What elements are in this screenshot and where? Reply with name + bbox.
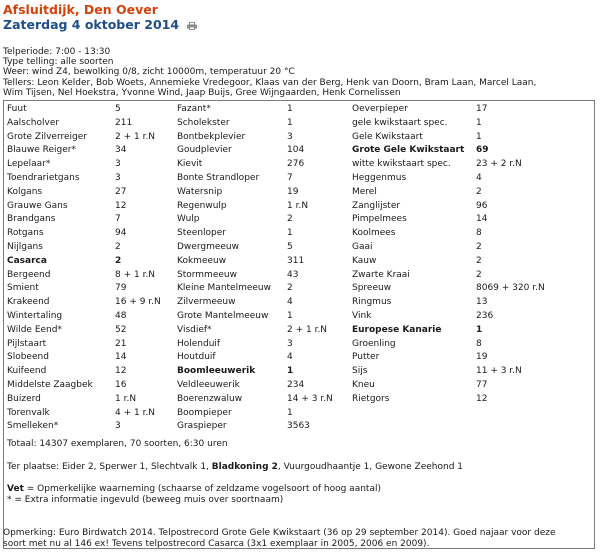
table-row — [7, 241, 591, 255]
species-name[interactable]: Grote Mantelmeeuw — [177, 310, 269, 321]
species-count: 3 — [115, 173, 121, 183]
count-metadata — [3, 47, 597, 98]
table-row — [7, 227, 591, 241]
species-name[interactable]: Boerenzwaluw — [177, 393, 243, 404]
species-count: 16 + 9 r.N — [115, 297, 161, 308]
species-name[interactable]: Bonte Strandloper — [177, 173, 260, 183]
species-count: 2 + 1 r.N — [115, 131, 156, 142]
species-count: 2 — [476, 241, 482, 252]
legend-star: * = Extra informatie ingevuld (beweeg muis over soortnaam) — [7, 494, 284, 505]
species-name[interactable]: Sijs — [352, 366, 368, 377]
species-count: 1 — [287, 366, 294, 377]
species-name[interactable]: Gaai — [352, 241, 373, 252]
species-name[interactable]: Putter — [352, 352, 380, 363]
species-name[interactable]: Grote Zilverreiger — [7, 131, 87, 142]
species-name[interactable]: Kuifeend — [7, 366, 47, 377]
table-row — [7, 365, 591, 379]
species-name[interactable]: gele kwikstaart spec. — [352, 117, 448, 128]
species-count: 104 — [287, 145, 305, 156]
date-title — [3, 17, 597, 33]
species-name[interactable]: Pijlstaart — [7, 338, 47, 349]
species-name[interactable]: Toendrarietgans — [7, 173, 80, 183]
table-row — [7, 407, 591, 421]
species-count: 8 — [476, 338, 482, 349]
table-row — [7, 379, 591, 393]
species-count: 79 — [115, 283, 127, 294]
totals: Totaal: 14307 exemplaren, 70 soorten, 6:30 uren — [7, 439, 228, 450]
table-row — [7, 310, 591, 324]
species-name[interactable]: Wulp — [177, 214, 200, 225]
species-name[interactable]: Middelste Zaagbek — [7, 379, 93, 390]
species-name[interactable]: Brandgans — [7, 214, 56, 225]
species-name[interactable]: Europese Kanarie — [352, 324, 442, 335]
species-count: 236 — [476, 310, 494, 321]
species-count: 7 — [115, 214, 121, 225]
species-count: 2 — [287, 283, 293, 294]
species-count: 1 — [287, 104, 293, 115]
species-name[interactable]: Zanglijster — [352, 200, 401, 211]
table-row — [7, 131, 591, 145]
print-icon[interactable] — [187, 22, 196, 29]
remark-line-1: Opmerking: Euro Birdwatch 2014. Telpostrecord Grote Gele Kwikstaart (36 op 29 september 2014). Goed najaar voor deze — [3, 528, 556, 538]
species-name[interactable]: Grote Gele Kwikstaart — [352, 145, 465, 156]
species-name[interactable]: Goudplevier — [177, 145, 232, 156]
species-count: 276 — [287, 159, 305, 170]
species-count: 2 — [115, 255, 122, 266]
species-name[interactable]: Torenvalk — [7, 407, 50, 418]
species-count: 8 — [476, 228, 482, 239]
species-name[interactable]: Vink — [352, 310, 372, 321]
table-row — [7, 255, 591, 269]
species-name[interactable]: Kievit — [177, 159, 203, 170]
species-count: 2 — [287, 214, 293, 225]
species-name[interactable]: Krakeend — [7, 297, 50, 308]
species-count: 1 — [287, 117, 293, 128]
remark — [3, 528, 597, 550]
species-name[interactable]: Spreeuw — [352, 283, 392, 294]
species-name[interactable]: Slobeend — [7, 352, 49, 363]
species-name[interactable]: Gele Kwikstaart — [352, 131, 423, 142]
species-name[interactable]: Kleine Mantelmeeuw — [177, 283, 271, 294]
table-row — [7, 117, 591, 131]
species-count: 14 — [476, 214, 488, 225]
species-count: 4 — [287, 297, 293, 308]
telperiode: Telperiode: 7:00 - 13:30 — [3, 47, 111, 57]
counters-line-1: Tellers: Leon Kelder, Bob Woets, Annemieke Vredegoor, Klaas van der Berg, Henk van Doorn, Bram Laan, Marcel Laan, — [3, 77, 537, 88]
table-row — [7, 420, 591, 434]
species-count: 3 — [287, 338, 293, 349]
species-name — [352, 420, 476, 434]
table-row — [7, 213, 591, 227]
species-name[interactable]: Koolmees — [352, 228, 396, 239]
table-row — [7, 351, 591, 365]
legend-bold — [7, 484, 381, 495]
species-name[interactable]: Visdief* — [177, 324, 212, 335]
species-count: 14 — [115, 352, 127, 363]
species-name[interactable]: Boomleeuwerik — [177, 366, 256, 377]
remark-line-2: soort met nu al 146 ex! Tevens telpostrecord Casarca (3x1 exemplaar in 2005, 2006 en 2009). — [3, 539, 430, 549]
species-name[interactable]: Casarca — [7, 255, 47, 266]
species-count: 48 — [115, 310, 127, 321]
ter-plaatse-prefix: Ter plaatse: Eider 2, Sperwer 1, Slechtvalk 1, — [7, 462, 212, 473]
species-count: 211 — [115, 117, 133, 128]
species-count: 3 — [115, 421, 121, 432]
species-name[interactable]: Steenloper — [177, 228, 226, 239]
species-count: 311 — [287, 255, 305, 266]
species-name[interactable]: Smelleken* — [7, 421, 59, 432]
species-count: 1 — [476, 131, 482, 142]
species-count: 12 — [476, 393, 488, 404]
species-name[interactable]: Smient — [7, 283, 39, 294]
species-count: 94 — [115, 228, 127, 239]
species-name[interactable]: Holenduif — [177, 338, 221, 349]
species-name[interactable]: Kneu — [352, 379, 375, 390]
table-row — [7, 324, 591, 338]
observations-box — [3, 100, 595, 549]
species-name[interactable]: Dwergmeeuw — [177, 241, 239, 252]
table-row — [7, 144, 591, 158]
species-count: 2 — [115, 241, 121, 252]
species-name[interactable]: Watersnip — [177, 186, 223, 197]
species-name[interactable]: Aalscholver — [7, 117, 60, 128]
species-count: 21 — [115, 338, 127, 349]
species-count: 4 + 1 r.N — [115, 407, 156, 418]
species-name[interactable]: Graspieper — [177, 421, 227, 432]
species-count: 2 — [476, 269, 482, 280]
legend — [7, 484, 381, 505]
table-row — [7, 172, 591, 186]
legend-vet-text: = Opmerkelijke waarneming (schaarse of zeldzame vogelsoort of hoog aantal) — [23, 484, 381, 495]
species-count: 19 — [287, 186, 299, 197]
species-name[interactable]: Grauwe Gans — [7, 200, 68, 211]
species-count: 1 — [287, 228, 293, 239]
species-count: 4 — [287, 352, 293, 363]
species-name[interactable]: Groenling — [352, 338, 396, 349]
species-count: 1 — [476, 324, 483, 335]
species-name[interactable]: Boompieper — [177, 407, 232, 418]
species-count: 96 — [476, 200, 488, 211]
species-count: 7 — [287, 173, 293, 183]
species-count: 43 — [287, 269, 299, 280]
species-count: 14 + 3 r.N — [287, 393, 333, 404]
species-name[interactable]: witte kwikstaart spec. — [352, 159, 451, 170]
species-count: 5 — [115, 104, 121, 115]
species-name[interactable]: Wilde Eend* — [7, 324, 62, 335]
species-name[interactable]: Zilvermeeuw — [177, 297, 236, 308]
species-name[interactable]: Houtduif — [177, 352, 216, 363]
species-count — [476, 407, 591, 421]
species-name[interactable]: Buizerd — [7, 393, 41, 404]
species-count: 1 — [476, 117, 482, 128]
species-name[interactable]: Oeverpieper — [352, 104, 408, 115]
species-name[interactable]: Rietgors — [352, 393, 390, 404]
species-count: 23 + 2 r.N — [476, 159, 522, 170]
ter-plaatse-bold: Bladkoning 2 — [211, 462, 278, 473]
species-name[interactable]: Heggenmus — [352, 173, 407, 183]
species-name[interactable]: Fazant* — [177, 104, 211, 115]
species-count: 4 — [476, 173, 482, 183]
species-count: 5 — [287, 241, 293, 252]
table-row — [7, 158, 591, 172]
species-count — [476, 420, 591, 434]
species-name[interactable]: Rotgans — [7, 228, 44, 239]
table-row — [7, 393, 591, 407]
table-row — [7, 338, 591, 352]
table-row — [7, 200, 591, 214]
table-row — [7, 186, 591, 200]
species-count: 52 — [115, 324, 127, 335]
species-name[interactable]: Stormmeeuw — [177, 269, 237, 280]
date-text: Zaterdag 4 oktober 2014 — [3, 17, 180, 32]
species-count: 12 — [115, 200, 127, 211]
species-count: 12 — [115, 366, 127, 377]
table-row — [7, 269, 591, 283]
species-count: 234 — [287, 379, 305, 390]
species-name — [352, 407, 476, 421]
count-report — [3, 2, 597, 549]
species-count: 8 + 1 r.N — [115, 269, 156, 280]
species-name[interactable]: Scholekster — [177, 117, 230, 128]
species-count: 2 + 1 r.N — [287, 324, 328, 335]
weather: Weer: wind Z4, bewolking 0/8, zicht 10000m, temperatuur 20 °C — [3, 67, 295, 78]
legend-vet-label: Vet — [7, 484, 24, 495]
species-count: 1 r.N — [115, 393, 137, 404]
species-name[interactable]: Nijlgans — [7, 241, 43, 252]
species-name[interactable]: Ringmus — [352, 297, 392, 308]
table-row — [7, 103, 591, 117]
species-name[interactable]: Zwarte Kraai — [352, 269, 410, 280]
type-telling: Type telling: alle soorten — [3, 57, 114, 68]
species-name[interactable]: Regenwulp — [177, 200, 227, 211]
table-row — [7, 282, 591, 296]
species-count: 69 — [476, 145, 489, 156]
ter-plaatse — [7, 462, 463, 473]
species-name[interactable]: Kokmeeuw — [177, 255, 227, 266]
species-count: 3 — [115, 159, 121, 170]
species-count: 1 — [287, 310, 293, 321]
table-row — [7, 296, 591, 310]
species-count: 2 — [476, 255, 482, 266]
species-count: 17 — [476, 104, 488, 115]
species-name[interactable]: Fuut — [7, 104, 27, 115]
species-count: 13 — [476, 297, 488, 308]
species-name[interactable]: Pimpelmees — [352, 214, 407, 225]
species-name[interactable]: Kauw — [352, 255, 377, 266]
species-name[interactable]: Blauwe Reiger* — [7, 145, 76, 156]
ter-plaatse-suffix: , Vuurgoudhaantje 1, Gewone Zeehond 1 — [277, 462, 464, 473]
counters-line-2: Wim Tijsen, Nel Hoekstra, Yvonne Wind, Jaap Buijs, Gree Wijngaarden, Henk Cornelissen — [3, 87, 401, 98]
species-count: 1 r.N — [287, 200, 309, 211]
species-name[interactable]: Kolgans — [7, 186, 43, 197]
species-count: 77 — [476, 379, 488, 390]
species-count: 34 — [115, 145, 127, 156]
species-name[interactable]: Bergeend — [7, 269, 51, 280]
species-name[interactable]: Veldleeuwerik — [177, 379, 240, 390]
species-name[interactable]: Wintertaling — [7, 310, 63, 321]
species-count: 3563 — [287, 421, 310, 432]
species-count: 11 + 3 r.N — [476, 366, 522, 377]
species-count: 8069 + 320 r.N — [476, 283, 545, 294]
species-count: 2 — [476, 186, 482, 197]
species-name[interactable]: Lepelaar* — [7, 159, 51, 170]
species-count: 16 — [115, 379, 127, 390]
observations-table — [7, 103, 591, 434]
location-title: Afsluitdijk, Den Oever — [3, 2, 158, 17]
species-count: 27 — [115, 186, 127, 197]
species-count: 3 — [287, 131, 293, 142]
species-name[interactable]: Merel — [352, 186, 377, 197]
species-name[interactable]: Bontbekplevier — [177, 131, 246, 142]
species-count: 1 — [287, 407, 293, 418]
species-count: 19 — [476, 352, 488, 363]
